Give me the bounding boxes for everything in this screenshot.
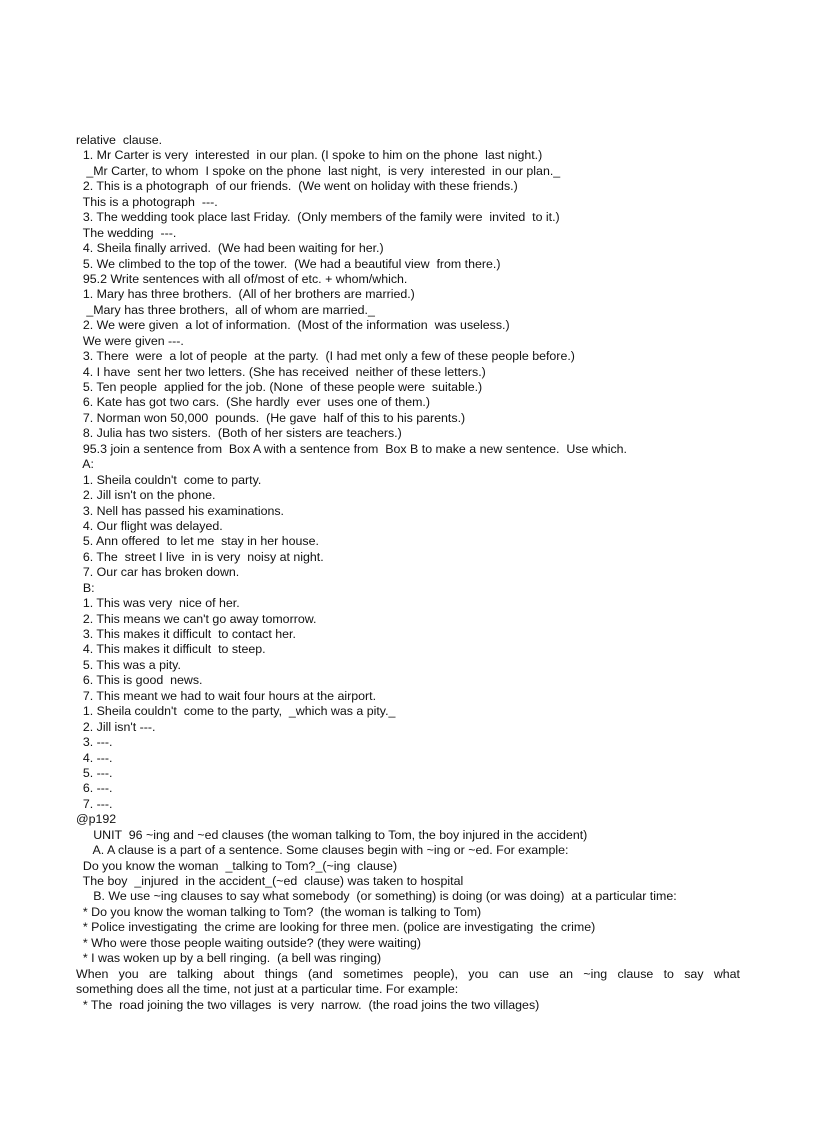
text-line: 2. This means we can't go away tomorrow.: [76, 611, 317, 626]
text-line: 3. There were a lot of people at the party. (I had met only a few of these people before.): [76, 349, 575, 364]
text-line: 7. Norman won 50,000 pounds. (He gave half of this to his parents.): [76, 410, 466, 425]
text-line: The boy _injured in the accident_(~ed clause) was taken to hospital: [76, 874, 464, 888]
document-body: [76, 133, 740, 1013]
text-line-justified: When you are talking about things (and sometimes people), you can use an ~ing clause to say what: [76, 966, 740, 981]
text-line: 1. This was very nice of her.: [76, 596, 240, 611]
text-line: 3. The wedding took place last Friday. (Only members of the family were invited to it.): [76, 210, 560, 225]
text-line: This is a photograph ---.: [76, 194, 218, 209]
text-line: * Do you know the woman talking to Tom? (the woman is talking to Tom): [76, 904, 482, 919]
text-line: _Mr Carter, to whom I spoke on the phone last night, is very interested in our plan._: [76, 163, 561, 178]
text-line: 3. This makes it difficult to contact her.: [76, 627, 296, 641]
text-line: Do you know the woman _talking to Tom?_(~ing clause): [76, 858, 398, 873]
text-line: * Who were those people waiting outside? (they were waiting): [76, 935, 422, 950]
text-line: 6. This is good news.: [76, 673, 203, 688]
text-line: * Police investigating the crime are looking for three men. (police are investigating the crime): [76, 920, 596, 935]
text-line: B. We use ~ing clauses to say what somebody (or something) is doing (or was doing) at a particular time:: [76, 889, 677, 904]
text-line: 1. Mr Carter is very interested in our plan. (I spoke to him on the phone last night.): [76, 148, 543, 163]
text-line: A:: [76, 457, 94, 472]
text-line: 2. We were given a lot of information. (Most of the information was useless.): [76, 318, 510, 333]
text-line: _Mary has three brothers, all of whom are married._: [76, 302, 375, 317]
text-line: 4. Sheila finally arrived. (We had been waiting for her.): [76, 241, 384, 256]
text-line: 7. This meant we had to wait four hours at the airport.: [76, 688, 377, 703]
text-line: 2. This is a photograph of our friends. (We went on holiday with these friends.): [76, 179, 518, 194]
text-line: 6. Kate has got two cars. (She hardly ever uses one of them.): [76, 395, 430, 410]
text-line: 5. Ann offered to let me stay in her house.: [76, 534, 319, 549]
text-line: 6. The street I live in is very noisy at night.: [76, 549, 324, 564]
text-line: 5. We climbed to the top of the tower. (We had a beautiful view from there.): [76, 256, 501, 271]
text-line: 7. Our car has broken down.: [76, 565, 240, 580]
text-line: We were given ---.: [76, 333, 184, 348]
text-line: relative clause.: [76, 133, 163, 147]
text-line: 4. ---.: [76, 750, 113, 765]
text-line: 5. ---.: [76, 765, 113, 780]
text-line: 6. ---.: [76, 781, 113, 796]
text-line: 4. This makes it difficult to steep.: [76, 642, 266, 657]
text-line: 3. Nell has passed his examinations.: [76, 503, 284, 518]
text-line: 1. Sheila couldn't come to party.: [76, 472, 262, 487]
text-line: 5. This was a pity.: [76, 657, 181, 672]
text-line: 2. Jill isn't on the phone.: [76, 488, 216, 503]
text-line: The wedding ---.: [76, 225, 177, 240]
text-line: 8. Julia has two sisters. (Both of her sisters are teachers.): [76, 426, 402, 441]
text-line: 1. Mary has three brothers. (All of her brothers are married.): [76, 287, 415, 302]
text-line: 1. Sheila couldn't come to the party, _which was a pity._: [76, 704, 396, 719]
text-line: * The road joining the two villages is very narrow. (the road joins the two villages): [76, 997, 540, 1012]
text-line: 3. ---.: [76, 735, 113, 750]
text-line: 7. ---.: [76, 796, 113, 811]
text-line: 5. Ten people applied for the job. (None of these people were suitable.): [76, 380, 483, 394]
text-line: something does all the time, not just at a particular time. For example:: [76, 982, 459, 997]
text-line: * I was woken up by a bell ringing. (a bell was ringing): [76, 951, 382, 966]
text-line: UNIT 96 ~ing and ~ed clauses (the woman talking to Tom, the boy injured in the accident): [76, 827, 588, 842]
text-line: 4. I have sent her two letters. (She has received neither of these letters.): [76, 364, 486, 379]
text-line: B:: [76, 580, 95, 595]
text-line: @p192: [76, 812, 117, 827]
text-line: 95.3 join a sentence from Box A with a sentence from Box B to make a new sentence. Use which.: [76, 441, 627, 456]
text-line: 95.2 Write sentences with all of/most of etc. + whom/which.: [76, 271, 408, 286]
text-line: A. A clause is a part of a sentence. Some clauses begin with ~ing or ~ed. For example:: [76, 843, 569, 858]
text-line: 4. Our flight was delayed.: [76, 518, 223, 533]
text-line: 2. Jill isn't ---.: [76, 719, 156, 734]
